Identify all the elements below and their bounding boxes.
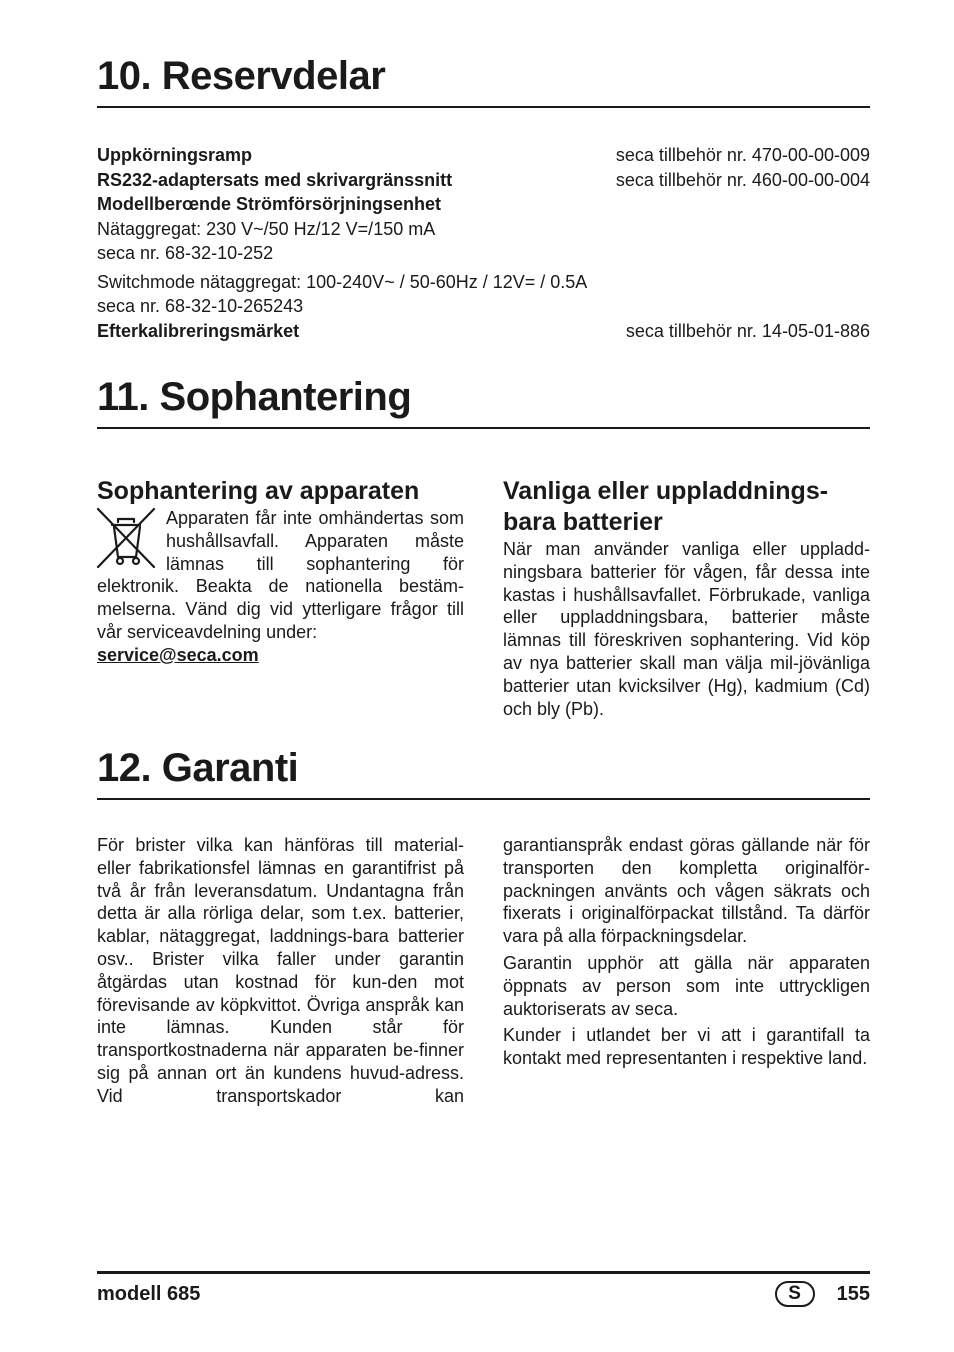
part-name: Modellberœnde Strömförsörjningsenhet	[97, 194, 442, 214]
footer-right	[775, 1280, 870, 1308]
warranty-text: För brister vilka kan hänföras till material- eller fabrikationsfel lämnas en garantifrist på två år från leveransdatum. Undantagna från detta är alla rörliga delar, som t.ex. batterier, kablar, nätaggregat, laddnings-bara batterier osv.. Brister vilka faller under garantin åtgärdas utan kostnad för kun-den mot förevisande av köpkvittot. Övriga anspråk kan inte lämnas. Kunden står för transportkostnaderna när apparaten be-finner sig på annan ort än kundens huvud-adress. Vid transportskador kan	[97, 835, 464, 1106]
part-name: RS232-adaptersats med skrivargränssnitt	[97, 169, 453, 190]
part-row	[97, 319, 870, 344]
batteries-text: När man använder vanliga eller uppladd-ningsbara batterier för vågen, får dessa inte kastas i hushållsavfallet. Förbrukade, vanliga eller uppladdningsbara, batterier måste lämnas till föreskriven sophantering. Vid köp av nya batterier skall man välja mil-jövänliga batterier utan kvicksilver (Hg), kadmium (Cd) och bly (Pb).	[503, 539, 870, 719]
section-title-garanti: 12. Garanti	[97, 748, 870, 800]
part-row	[97, 168, 870, 193]
part-number: seca tillbehör nr. 460-00-00-004	[615, 169, 870, 190]
part-name: Uppkörningsramp	[97, 145, 253, 165]
section-title-sophantering: 11. Sophantering	[97, 377, 870, 429]
language-badge: S	[775, 1281, 815, 1307]
psu-line: Nätaggregat: 230 V~/50 Hz/12 V=/150 mA	[97, 218, 436, 239]
psu-line: Switchmode nätaggregat: 100-240V~ / 50-60Hz / 12V= / 0.5A	[97, 271, 588, 292]
warranty-paragraph: garantianspråk endast göras gällande när för transporten den kompletta originalför-packningen använts och vågen säkrats och fixerats i originalförpackat tillstånd. Ta därför vara på alla förpackningsdelar.	[503, 835, 870, 947]
psu-line: seca nr. 68-32-10-265243	[97, 296, 304, 316]
service-email-link[interactable]: service@seca.com	[97, 644, 259, 665]
warranty-left-column	[97, 834, 464, 1108]
part-row	[97, 192, 870, 217]
footer-model: modell 685	[97, 1283, 201, 1305]
crossed-out-wheelie-bin-icon	[96, 507, 156, 571]
psu-line: seca nr. 68-32-10-252	[97, 243, 274, 263]
part-number: seca tillbehör nr. 470-00-00-009	[615, 145, 870, 165]
warranty-paragraph: Garantin upphör att gälla när apparaten öppnats av person som inte uttryckligen auktoriserats av seca.	[503, 952, 870, 1019]
batteries-heading-line1: Vanliga eller uppladdnings-	[503, 477, 829, 505]
page-number: 155	[836, 1283, 870, 1305]
warranty-paragraph: Kunder i utlandet ber vi att i garantifall ta kontakt med representanten i respektive land.	[503, 1025, 870, 1069]
batteries-column	[503, 476, 870, 720]
part-row	[97, 143, 870, 168]
batteries-heading-line2: bara batterier	[503, 508, 663, 536]
parts-list	[97, 143, 870, 343]
disposal-device-heading: Sophantering av apparaten	[97, 477, 420, 505]
disposal-device-column	[97, 476, 464, 667]
warranty-right-column	[503, 834, 870, 1070]
section-title-reservdelar: 10. Reservdelar	[97, 56, 870, 108]
part-number: seca tillbehör nr. 14-05-01-886	[625, 320, 870, 341]
footer-divider	[97, 1271, 870, 1274]
batteries-heading	[503, 476, 870, 538]
part-name: Efterkalibreringsmärket	[97, 320, 300, 341]
disposal-device-text: Apparaten får inte omhändertas som hushållsavfall. Apparaten måste lämnas till sophantering för elektronik. Beakta de nationella bestäm-melserna. Vänd dig vid ytterligare frågor till vår serviceavdelning under:	[97, 508, 464, 642]
